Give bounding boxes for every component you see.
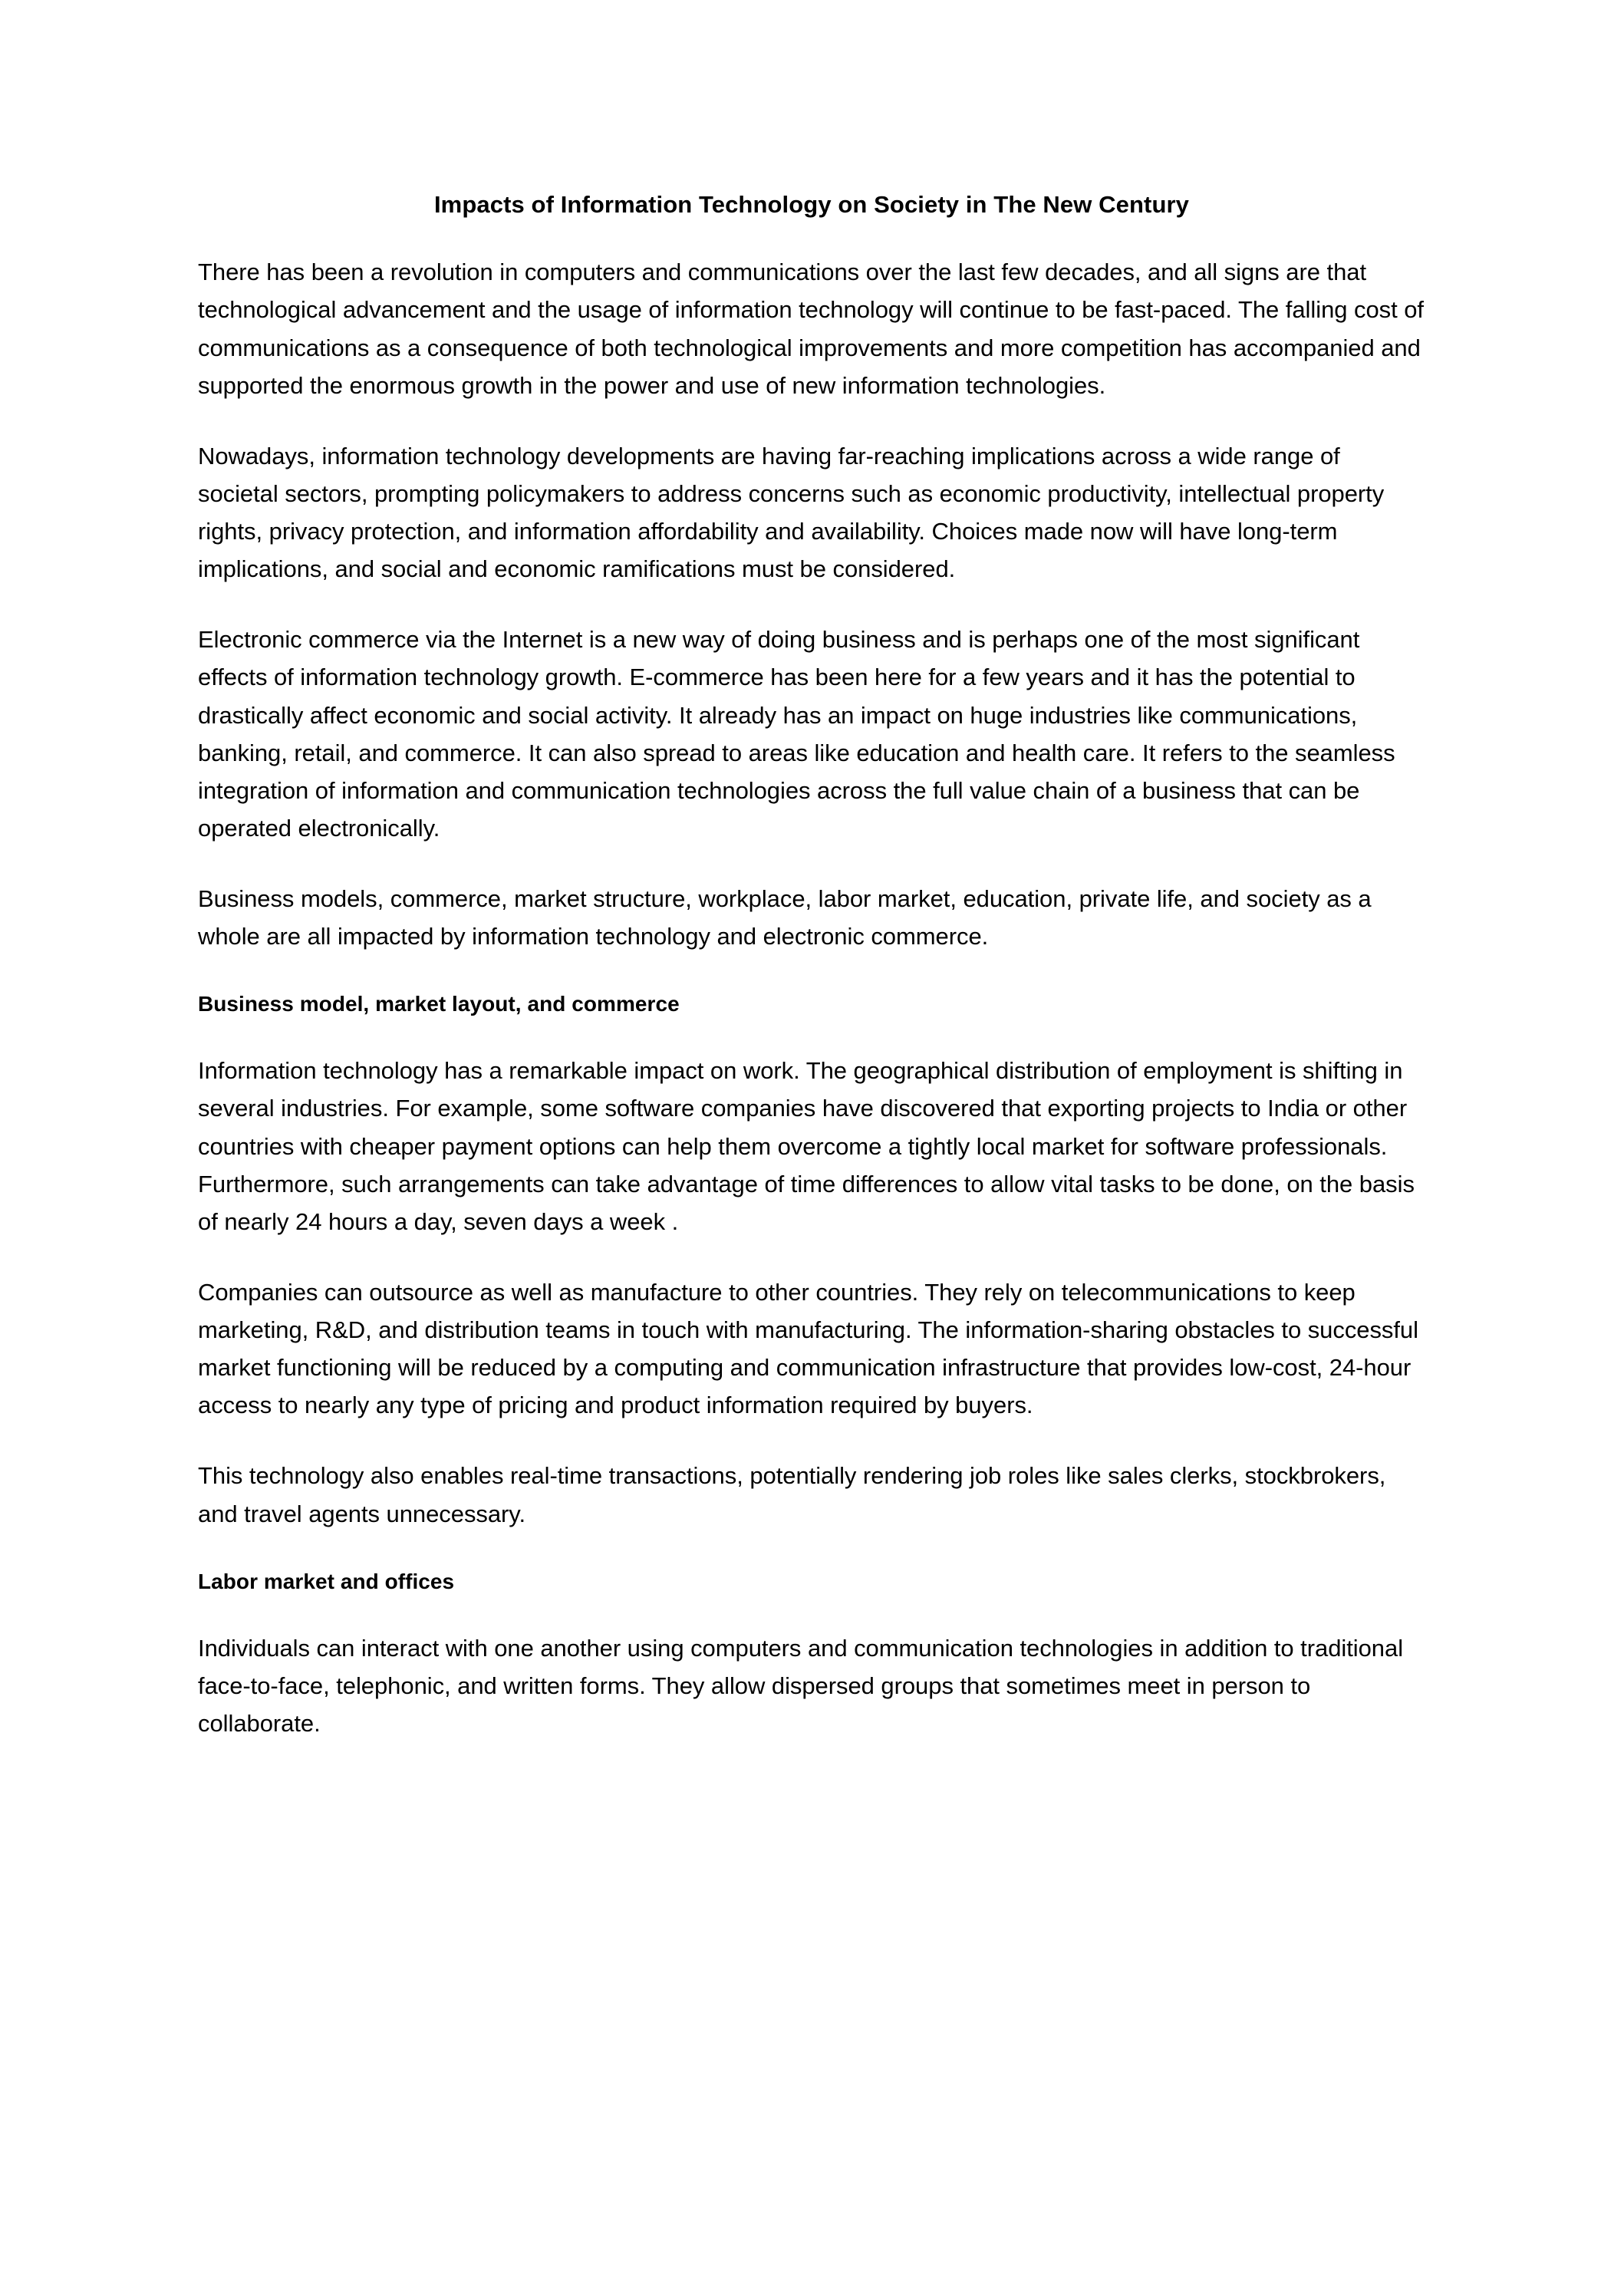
- body-paragraph: Business models, commerce, market structure, workplace, labor market, education, private life, and society as a whole are all impacted by information technology and electronic commerce.: [198, 885, 1372, 950]
- body-paragraph: This technology also enables real-time transactions, potentially rendering job roles like sales clerks, stockbrokers, and travel agents unnecessary.: [198, 1462, 1386, 1527]
- body-paragraph: Nowadays, information technology developments are having far-reaching implications across a wide range of societal sectors, prompting policymakers to address concerns such as economic productivity, intellectual property rights, privacy protection, and information affordability and availability. Choices made now will have long-term implications, and social and economic ramifications must be considered.: [198, 442, 1385, 583]
- body-paragraph: Companies can outsource as well as manufacture to other countries. They rely on telecommunications to keep marketing, R&D, and distribution teams in touch with manufacturing. The information-sharing obstacles to successful market functioning will be reduced by a computing and communication infrastructure that provides low-cost, 24-hour access to nearly any type of pricing and product information required by buyers.: [198, 1278, 1418, 1419]
- body-paragraph: Electronic commerce via the Internet is a new way of doing business and is perhaps one of the most significant effects of information technology growth. E-commerce has been here for a few years and it has the potential to drastically affect economic and social activity. It already has an impact on huge industries like communications, banking, retail, and commerce. It can also spread to areas like education and health care. It refers to the seamless integration of information and communication technologies across the full value chain of a business that can be operated electronically.: [198, 626, 1395, 842]
- document-body: [198, 189, 1425, 1742]
- document-blocks: [198, 253, 1425, 1742]
- body-paragraph: Individuals can interact with one another using computers and communication technologies in addition to traditional face-to-face, telephonic, and written forms. They allow dispersed groups that sometimes meet in person to collaborate.: [198, 1634, 1404, 1737]
- body-paragraph: Information technology has a remarkable impact on work. The geographical distribution of employment is shifting in several industries. For example, some software companies have discovered that exporting projects to India or other countries with cheaper payment options can help them overcome a tightly local market for software professionals. Furthermore, such arrangements can take advantage of time differences to allow vital tasks to be done, on the basis of nearly 24 hours a day, seven days a week .: [198, 1057, 1415, 1235]
- document-title: Impacts of Information Technology on Society in The New Century: [433, 191, 1190, 218]
- body-paragraph: There has been a revolution in computers and communications over the last few decades, and all signs are that technological advancement and the usage of information technology will continue to be fast-paced. The falling cost of communications as a consequence of both technological improvements and more competition has accompanied and supported the enormous growth in the power and use of new information technologies.: [198, 259, 1424, 399]
- section-heading: Labor market and offices: [198, 1569, 455, 1593]
- section-heading: Business model, market layout, and commerce: [198, 992, 680, 1016]
